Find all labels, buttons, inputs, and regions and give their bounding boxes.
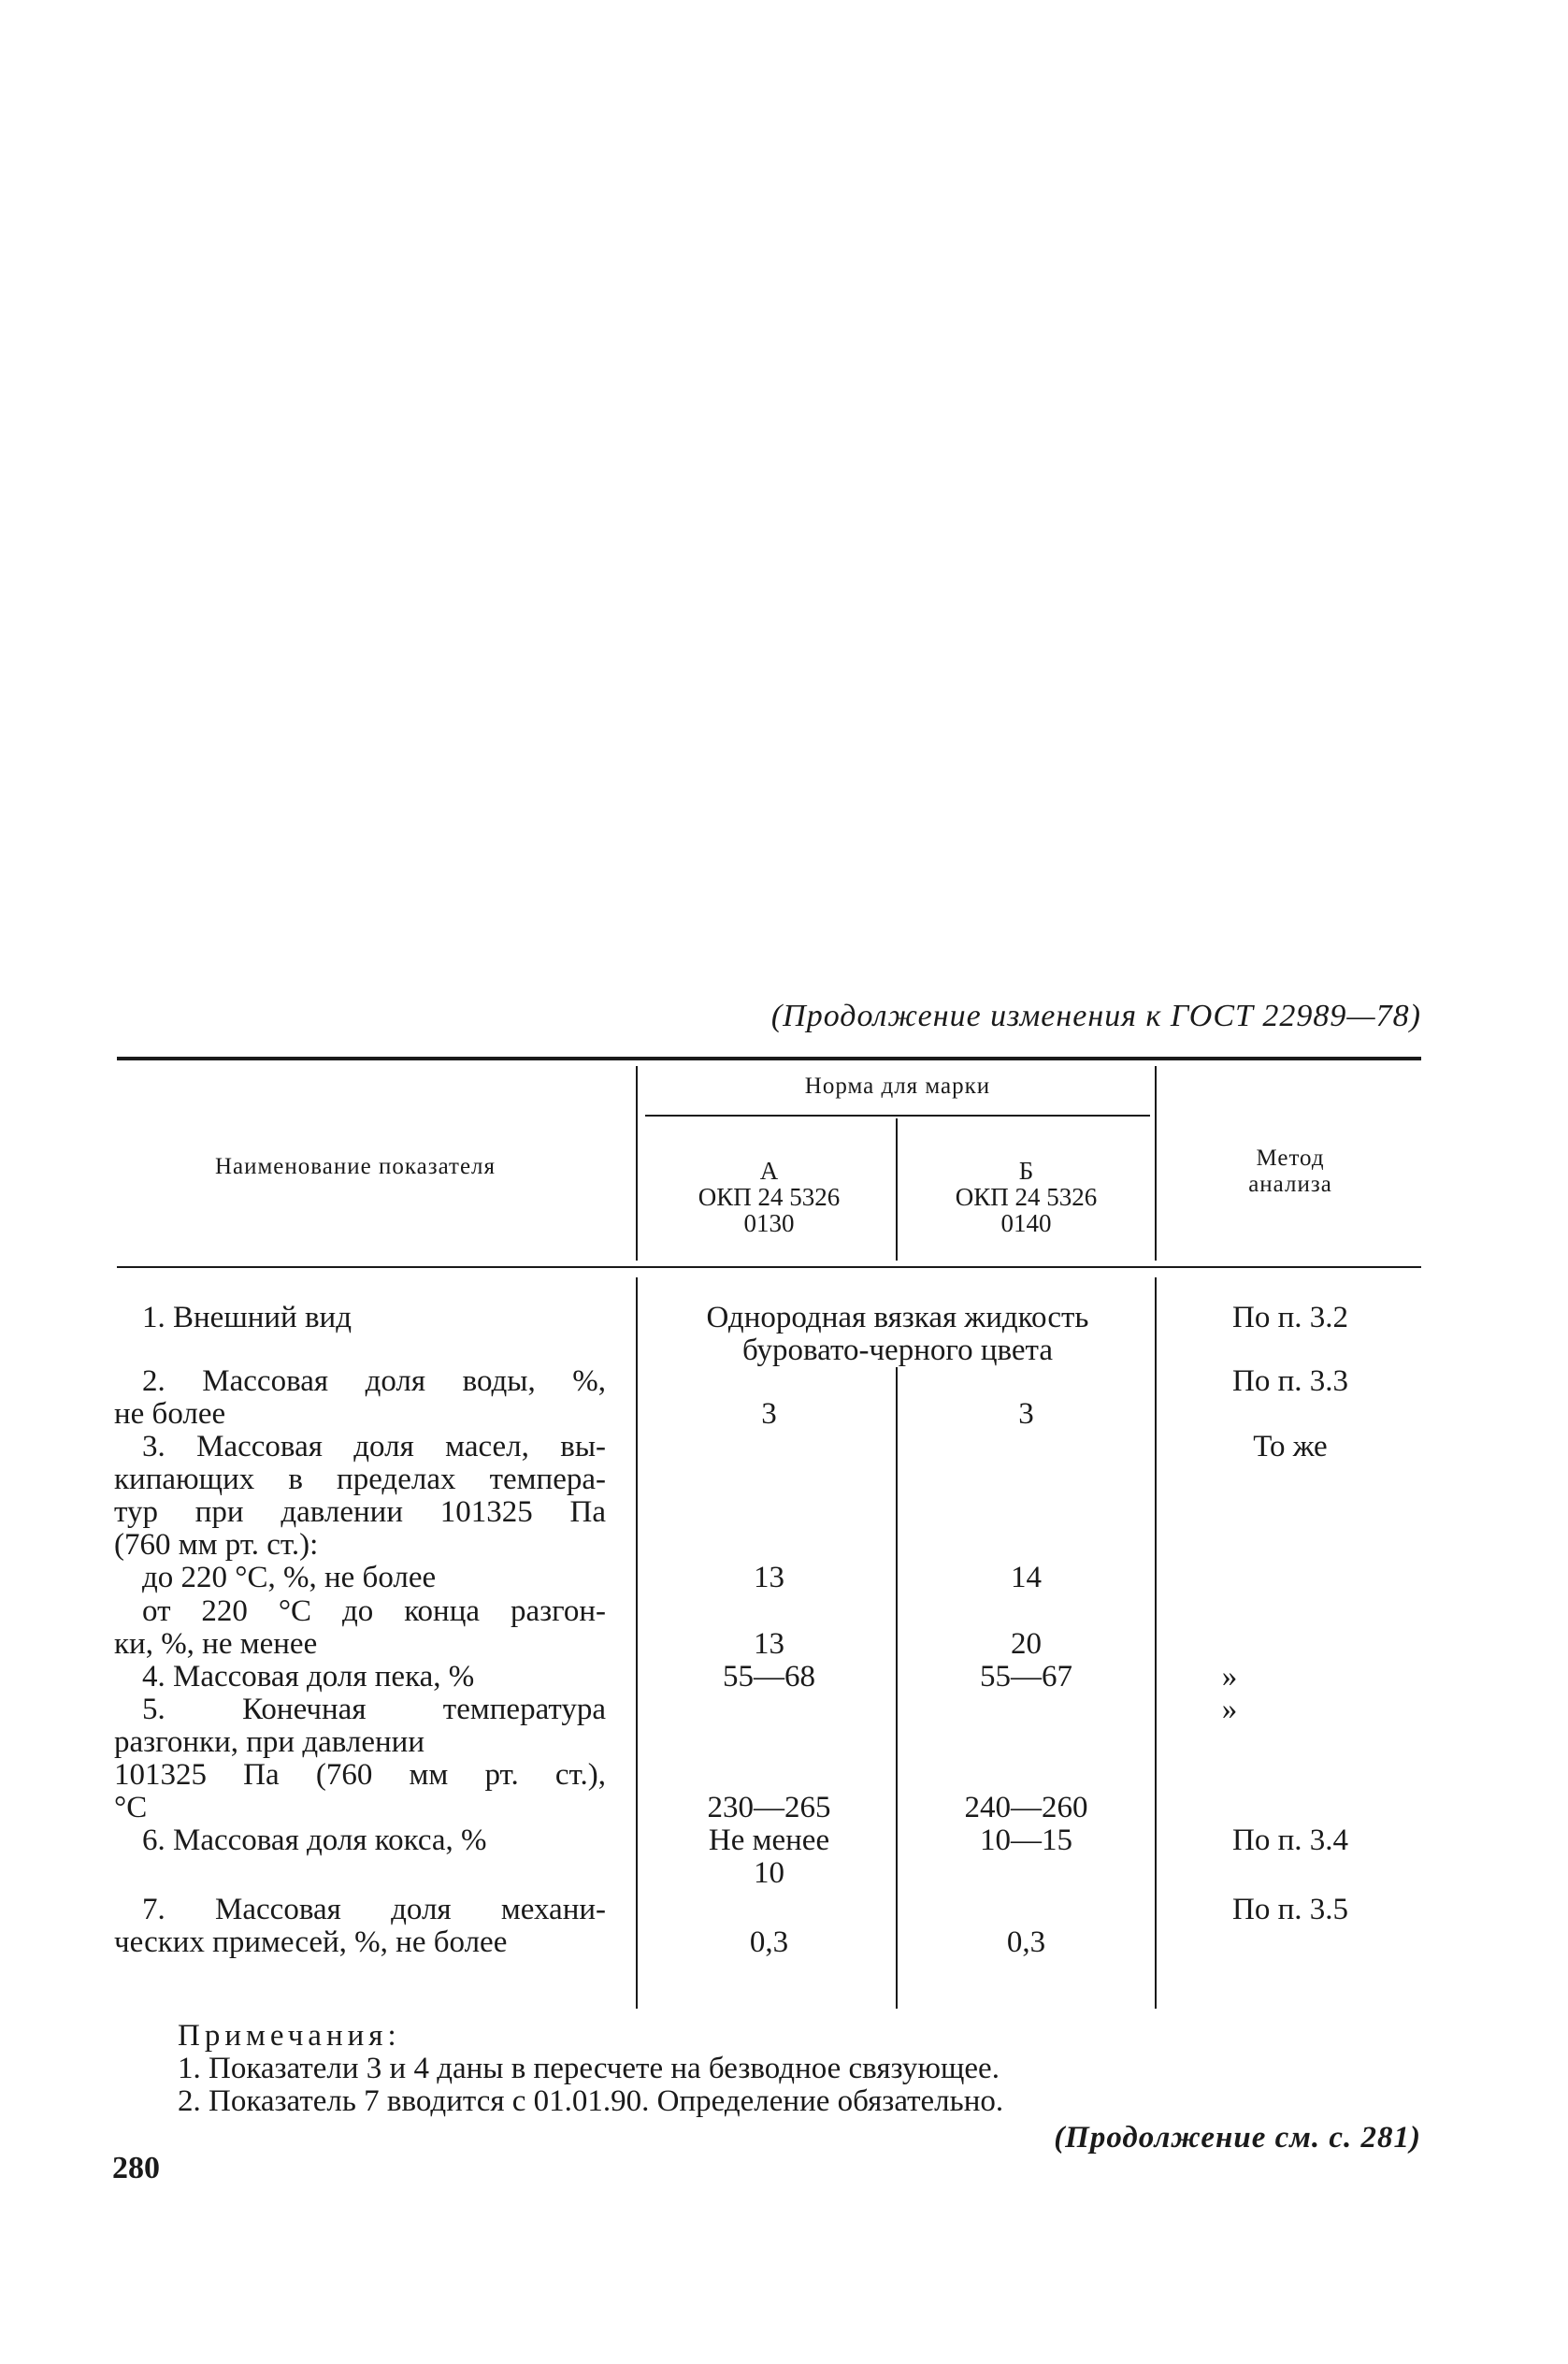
row-3a-name: до 220 °С, %, не более xyxy=(142,1561,437,1594)
row-3b-b: 20 xyxy=(1011,1627,1042,1661)
row-5-name-3: 101325 Па (760 мм рт. ст.), xyxy=(114,1758,606,1792)
row-1-name: 1. Внешний вид xyxy=(142,1301,352,1334)
table-top-rule xyxy=(117,1057,1421,1060)
row-6-name: 6. Массовая доля кокса, % xyxy=(142,1823,487,1857)
body-divider-mid xyxy=(896,1367,898,2009)
row-6-method: По п. 3.4 xyxy=(1232,1823,1348,1857)
row-3-name-3: тур при давлении 101325 Па xyxy=(114,1495,606,1529)
row-3a-a: 13 xyxy=(754,1561,784,1594)
continuation-header: (Продолжение изменения к ГОСТ 22989—78) xyxy=(770,999,1421,1033)
grade-b-code-2: 0140 xyxy=(1000,1209,1052,1237)
row-5-b: 240—260 xyxy=(964,1791,1088,1824)
row-4-name: 4. Массовая доля пека, % xyxy=(142,1660,475,1694)
row-2-method: По п. 3.3 xyxy=(1232,1364,1348,1398)
continuation-footer: (Продолжение см. с. 281) xyxy=(1054,2121,1421,2155)
note-2: 2. Показатель 7 вводится с 01.01.90. Определение обязательно. xyxy=(178,2084,1004,2118)
row-3-name-1: 3. Массовая доля масел, вы- xyxy=(142,1430,606,1463)
note-1: 1. Показатели 3 и 4 даны в пересчете на безводное связующее. xyxy=(178,2052,1000,2085)
header-divider-left xyxy=(636,1066,638,1261)
grade-a-letter: А xyxy=(759,1157,779,1185)
row-5-a: 230—265 xyxy=(707,1791,831,1824)
header-method-line2: анализа xyxy=(1248,1172,1332,1197)
row-4-a: 55—68 xyxy=(723,1660,815,1694)
row-7-name-1: 7. Массовая доля механи- xyxy=(142,1893,606,1926)
row-1-appearance-1: Однородная вязкая жидкость xyxy=(706,1301,1089,1334)
row-5-name-4: °С xyxy=(114,1791,148,1824)
grade-a-code-2: 0130 xyxy=(743,1209,795,1237)
row-4-b: 55—67 xyxy=(980,1660,1072,1694)
row-5-name-1: 5. Конечная температура xyxy=(142,1693,606,1726)
row-2-name-1: 2. Массовая доля воды, %, xyxy=(142,1364,606,1398)
row-5-method: » xyxy=(1221,1693,1238,1726)
row-3-method: То же xyxy=(1253,1430,1328,1463)
row-6-b: 10—15 xyxy=(980,1823,1072,1857)
row-3-name-4: (760 мм рт. ст.): xyxy=(114,1528,319,1562)
grade-b-letter: Б xyxy=(1018,1157,1034,1185)
table-header-bottom-rule xyxy=(117,1266,1421,1268)
page-number: 280 xyxy=(112,2151,160,2185)
row-7-b: 0,3 xyxy=(1006,1925,1046,1959)
header-divider-right xyxy=(1155,1066,1157,1261)
header-divider-mid xyxy=(896,1118,898,1261)
grade-a-code-1: ОКП 24 5326 xyxy=(698,1183,841,1211)
header-method xyxy=(1164,1146,1417,1198)
header-name: Наименование показателя xyxy=(214,1154,496,1179)
body-divider-left xyxy=(636,1277,638,2009)
header-method-line1: Метод xyxy=(1256,1146,1325,1171)
header-grade-a xyxy=(645,1158,893,1236)
row-2-a: 3 xyxy=(761,1397,777,1431)
row-3b-name-2: ки, %, не менее xyxy=(114,1627,318,1661)
row-3b-name-1: от 220 °С до конца разгон- xyxy=(142,1594,606,1628)
row-7-method: По п. 3.5 xyxy=(1232,1893,1348,1926)
header-grade-b xyxy=(902,1158,1150,1236)
row-3-name-2: кипающих в пределах темпера- xyxy=(114,1463,606,1496)
body-divider-right xyxy=(1155,1277,1157,2009)
row-7-name-2: ческих примесей, %, не более xyxy=(114,1925,508,1959)
row-1-appearance-2: буровато-черного цвета xyxy=(742,1333,1053,1367)
row-7-a: 0,3 xyxy=(749,1925,789,1959)
row-5-name-2: разгонки, при давлении xyxy=(114,1725,424,1759)
header-norm-group: Норма для марки xyxy=(804,1074,991,1099)
norm-group-underline xyxy=(645,1115,1150,1117)
grade-b-code-1: ОКП 24 5326 xyxy=(955,1183,1098,1211)
row-1-method: По п. 3.2 xyxy=(1232,1301,1348,1334)
row-3b-a: 13 xyxy=(754,1627,784,1661)
row-3a-b: 14 xyxy=(1011,1561,1042,1594)
notes-title: Примечания: xyxy=(178,2019,401,2053)
row-2-b: 3 xyxy=(1018,1397,1034,1431)
row-6-a-2: 10 xyxy=(754,1856,784,1890)
row-6-a-1: Не менее xyxy=(708,1823,830,1857)
row-4-method: » xyxy=(1221,1660,1238,1694)
row-2-name-2: не более xyxy=(114,1397,226,1431)
